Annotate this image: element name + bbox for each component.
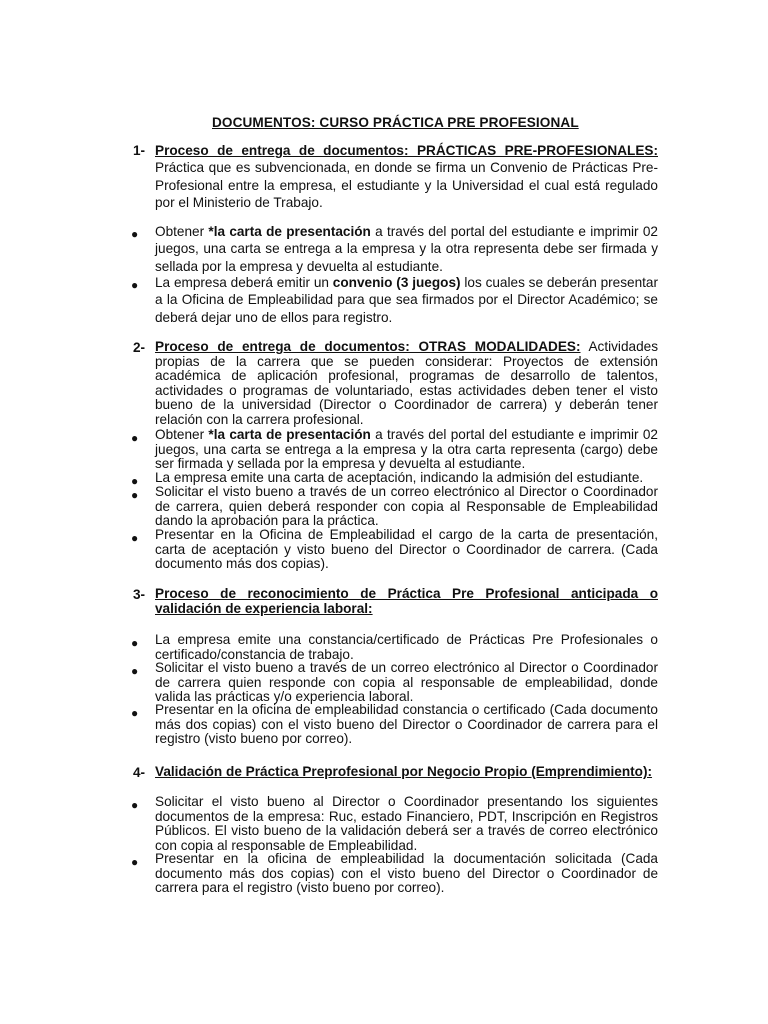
bullet-icon: ●: [131, 278, 139, 292]
document-title: DOCUMENTOS: CURSO PRÁCTICA PRE PROFESIONAL: [212, 115, 579, 130]
section-2-intro: [155, 340, 658, 428]
section-3-heading: Proceso de reconocimiento de Práctica Pre Profesional anticipada o validación de experiencia laboral:: [155, 586, 658, 616]
section-3-bullet-2: Solicitar el visto bueno a través de un correo electrónico al Director o Coordinador de carrera quien responde con copia al responsable de empleabilidad, donde valida las prácticas y/o experiencia laboral.: [155, 660, 658, 705]
bullet-icon: ●: [131, 531, 139, 545]
section-4-heading: Validación de Práctica Preprofesional por Negocio Propio (Emprendimiento):: [155, 764, 653, 779]
section-2-bullet-4: Presentar en la Oficina de Empleabilidad el cargo de la carta de presentación, carta de aceptación y visto bueno del Director o Coordinador de carrera. (Cada documento más dos copias).: [155, 527, 658, 572]
section-3-number: 3-: [133, 587, 146, 602]
section-3-bullet-1: La empresa emite una constancia/certificado de Prácticas Pre Profesionales o certificado/constancia de trabajo.: [155, 632, 658, 662]
section-2-bullet-1: Obtener *la carta de presentación a través del portal del estudiante e imprimir 02 juegos, una carta se entrega a la empresa y la otra carta representa (cargo) debe ser firmada y sellada por la empresa y devuelta al estudiante.: [155, 427, 658, 472]
section-1-bullet-2: La empresa deberá emitir un convenio (3 juegos) los cuales se deberán presentar a la Oficina de Empleabilidad para que sea firmados por el Director Académico; se deberá dejar uno de ellos para registro.: [155, 275, 658, 325]
bullet-icon: ●: [131, 474, 139, 488]
bullet-icon: ●: [131, 664, 139, 678]
section-2-body: Actividades propias de la carrera que se pueden considerar: Proyectos de extensión académica de aplicación profesional, programas de desarrollo de talentos, actividades o programas de voluntariado, estas actividades deben tener el visto bueno de la universidad (Director o Coordinador de carrera) y deberán tener relación con la carrera profesional.: [155, 339, 658, 427]
bullet-icon: ●: [131, 636, 139, 650]
section-4-bullet-1: Solicitar el visto bueno al Director o Coordinador presentando los siguientes documentos de la empresa: Ruc, estado Financiero, PDT, Inscripción en Registros Públicos. El visto bueno de la validación deberá ser a través de correo electrónico con copia al responsable de Empleabilidad.: [155, 794, 658, 853]
section-1-body: Práctica que es subvencionada, en donde se firma un Convenio de Prácticas Pre-Profesional entre la empresa, el estudiante y la Universidad el cual está regulado por el Ministerio de Trabajo.: [155, 160, 658, 211]
section-2-number: 2-: [133, 340, 146, 355]
section-1-number: 1-: [133, 143, 146, 158]
bullet-icon: ●: [131, 227, 139, 241]
bullet-icon: ●: [131, 706, 139, 720]
section-1-heading: Proceso de entrega de documentos: PRÁCTICAS PRE-PROFESIONALES:: [155, 143, 658, 158]
bullet-icon: ●: [131, 798, 139, 812]
bullet-icon: ●: [131, 855, 139, 869]
section-2-bullet-2: La empresa emite una carta de aceptación, indicando la admisión del estudiante.: [155, 470, 644, 485]
bullet-icon: ●: [131, 488, 139, 502]
section-1-intro: [155, 142, 658, 212]
section-4-intro: [155, 765, 658, 780]
section-3-intro: [155, 587, 658, 616]
bullet-icon: ●: [131, 431, 139, 445]
section-2-bullet-3: Solicitar el visto bueno a través de un correo electrónico al Director o Coordinador de carrera, quien deberá responder con copia al Responsable de Empleabilidad dando la aprobación para la práctica.: [155, 484, 658, 529]
section-4-number: 4-: [133, 765, 146, 780]
section-4-bullet-2: Presentar en la oficina de empleabilidad la documentación solicitada (Cada documento más dos copias) con el visto bueno del Director o Coordinador de carrera para el registro (visto bueno por correo).: [155, 851, 658, 896]
section-2-heading: Proceso de entrega de documentos: OTRAS MODALIDADES:: [155, 339, 581, 354]
section-3-bullet-3: Presentar en la oficina de empleabilidad constancia o certificado (Cada documento más dos copias) con el visto bueno del Director o Coordinador de carrera para el registro (visto bueno por correo).: [155, 702, 658, 747]
section-1-bullet-1: Obtener *la carta de presentación a través del portal del estudiante e imprimir 02 juegos, una carta se entrega a la empresa y la otra representa debe ser firmada y sellada por la empresa y devuelta al estudiante.: [155, 224, 658, 274]
